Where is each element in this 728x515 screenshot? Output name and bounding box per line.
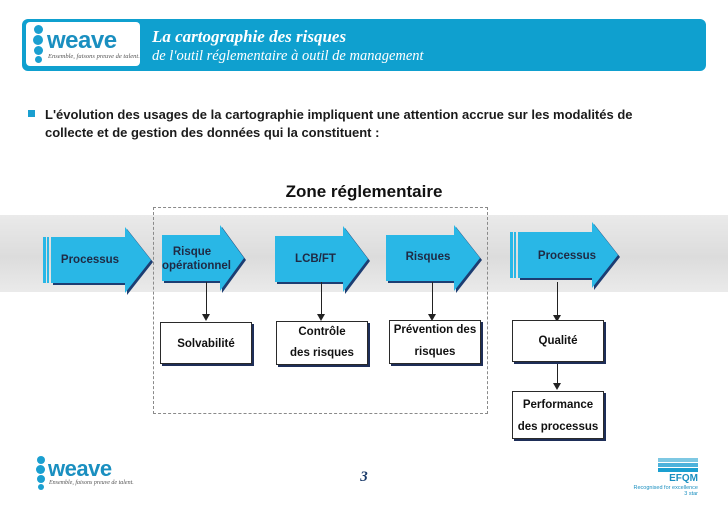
arrow-label: Processus <box>537 250 597 262</box>
bullet-text: L'évolution des usages de la cartographie impliquent une attention accrue sur les modalités de collecte et de gestion des données qui la constituent : <box>45 107 633 140</box>
arrow-risques <box>386 225 480 291</box>
connector-arrowhead <box>202 314 210 321</box>
page-title: La cartographie des risques <box>152 27 347 46</box>
arrow-label: LCB/FT <box>295 253 336 265</box>
box-prevention-des-risques: Prévention des risques <box>389 320 481 364</box>
arrow-processus-right <box>510 222 618 288</box>
connector-arrowhead <box>317 314 325 321</box>
box-performance-des-processus: Performance des processus <box>512 391 604 439</box>
page-number: 3 <box>360 469 368 485</box>
efqm-badge: EFQM Recognised for excellence 3 star <box>630 458 700 498</box>
arrow-processus-left <box>43 227 151 293</box>
arrow-label: Processus <box>60 254 120 266</box>
arrow-risque-operationnel <box>162 225 244 291</box>
box-solvabilite: Solvabilité <box>160 322 252 364</box>
box-qualite: Qualité <box>512 320 604 362</box>
connector-arrowhead <box>553 383 561 390</box>
connector-line <box>557 360 558 384</box>
arrow-label: Risque opérationnel <box>162 246 232 272</box>
connector-line <box>432 282 433 315</box>
connector-line <box>321 282 322 315</box>
box-controle-des-risques: Contrôle des risques <box>276 321 368 365</box>
weave-logo: weave Ensemble, faisons preuve de talent. <box>26 22 140 66</box>
connector-line <box>557 282 558 316</box>
page-subtitle: de l'outil réglementaire à outil de management <box>152 48 424 64</box>
arrow-label: Risques <box>405 251 451 263</box>
connector-line <box>206 282 207 315</box>
footer-weave-logo: weave Ensemble, faisons preuve de talent. <box>36 455 136 495</box>
zone-title: Zone réglementaire <box>285 182 443 201</box>
bullet-marker <box>28 110 35 117</box>
